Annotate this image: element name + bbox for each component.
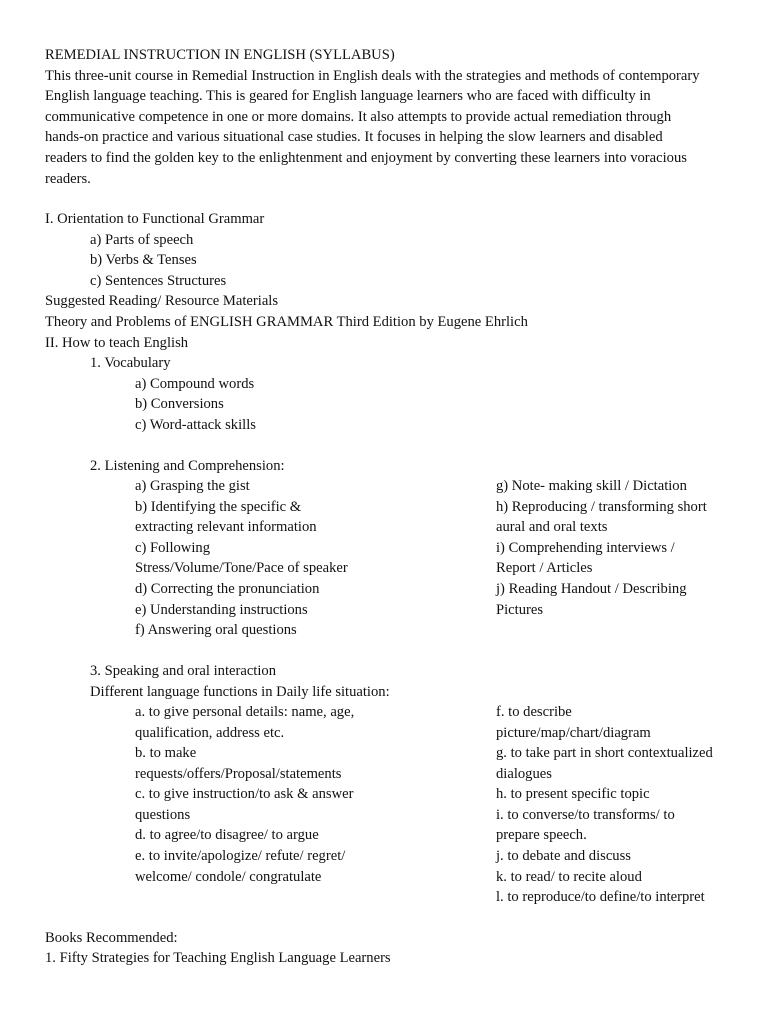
speaking-item: picture/map/chart/diagram — [496, 725, 651, 741]
listening-item: c) Following — [135, 540, 210, 556]
reading-reference: Theory and Problems of ENGLISH GRAMMAR Third Edition by Eugene Ehrlich — [45, 314, 528, 330]
speaking-item: h. to present specific topic — [496, 786, 650, 802]
listening-item: f) Answering oral questions — [135, 622, 297, 638]
speaking-item: prepare speech. — [496, 827, 587, 843]
listening-item: b) Identifying the specific & — [135, 499, 302, 515]
speaking-item: qualification, address etc. — [135, 725, 285, 741]
speaking-item: requests/offers/Proposal/statements — [135, 766, 342, 782]
vocabulary-item: b) Conversions — [135, 396, 224, 412]
books-heading: Books Recommended: — [45, 930, 178, 946]
listening-item: g) Note- making skill / Dictation — [496, 478, 687, 494]
listening-item: Pictures — [496, 602, 544, 618]
intro-line: communicative competence in one or more domains. It also attempts to provide actual remediation through — [45, 108, 672, 125]
speaking-item: e. to invite/apologize/ refute/ regret/ — [135, 848, 346, 864]
book-item: 1. Fifty Strategies for Teaching English Language Learners — [45, 950, 391, 966]
listening-item: extracting relevant information — [135, 519, 317, 535]
unit1-item: b) Verbs & Tenses — [90, 252, 197, 268]
speaking-item: g. to take part in short contextualized — [496, 745, 713, 761]
intro-line: This three-unit course in Remedial Instruction in English deals with the strategies and methods of contemporary — [45, 67, 700, 84]
unit1-item: c) Sentences Structures — [90, 273, 227, 289]
vocabulary-heading: 1. Vocabulary — [90, 355, 171, 371]
listening-item: j) Reading Handout / Describing — [496, 581, 687, 597]
speaking-item: welcome/ condole/ congratulate — [135, 869, 322, 885]
speaking-item: dialogues — [496, 766, 552, 782]
listening-item: i) Comprehending interviews / — [496, 540, 675, 556]
intro-line: readers. — [45, 170, 91, 187]
intro-line: English language teaching. This is geared for English language learners who are faced with difficulty in — [45, 88, 651, 105]
reading-label: Suggested Reading/ Resource Materials — [45, 293, 279, 309]
vocabulary-item: c) Word-attack skills — [135, 417, 256, 433]
listening-item: d) Correcting the pronunciation — [135, 581, 320, 597]
speaking-item: f. to describe — [496, 704, 572, 720]
speaking-item: k. to read/ to recite aloud — [496, 869, 642, 885]
listening-item: Stress/Volume/Tone/Pace of speaker — [135, 560, 348, 576]
intro-line: readers to find the golden key to the enlightenment and enjoyment by converting these learners into voracious — [45, 149, 687, 166]
speaking-heading: 3. Speaking and oral interaction — [90, 663, 277, 679]
speaking-subheading: Different language functions in Daily life situation: — [90, 684, 390, 700]
unit1-item: a) Parts of speech — [90, 232, 194, 248]
speaking-item: c. to give instruction/to ask & answer — [135, 786, 354, 802]
listening-item: a) Grasping the gist — [135, 478, 250, 494]
speaking-item: a. to give personal details: name, age, — [135, 704, 355, 720]
speaking-item: questions — [135, 807, 191, 823]
intro-block — [45, 45, 735, 189]
speaking-item: b. to make — [135, 745, 197, 761]
listening-heading: 2. Listening and Comprehension: — [90, 458, 285, 474]
speaking-item: l. to reproduce/to define/to interpret — [496, 889, 705, 905]
document-title: REMEDIAL INSTRUCTION IN ENGLISH (SYLLABUS) — [45, 47, 395, 63]
speaking-item: i. to converse/to transforms/ to — [496, 807, 675, 823]
listening-item: aural and oral texts — [496, 519, 608, 535]
unit1-heading: I. Orientation to Functional Grammar — [45, 211, 265, 227]
speaking-item: j. to debate and discuss — [496, 848, 631, 864]
intro-line: hands-on practice and various situational case studies. It focuses in helping the slow learners and disabled — [45, 129, 663, 146]
unit2-heading: II. How to teach English — [45, 335, 189, 351]
vocabulary-item: a) Compound words — [135, 376, 255, 392]
listening-item: h) Reproducing / transforming short — [496, 499, 707, 515]
speaking-item: d. to agree/to disagree/ to argue — [135, 827, 319, 843]
listening-item: Report / Articles — [496, 560, 593, 576]
listening-item: e) Understanding instructions — [135, 602, 308, 618]
